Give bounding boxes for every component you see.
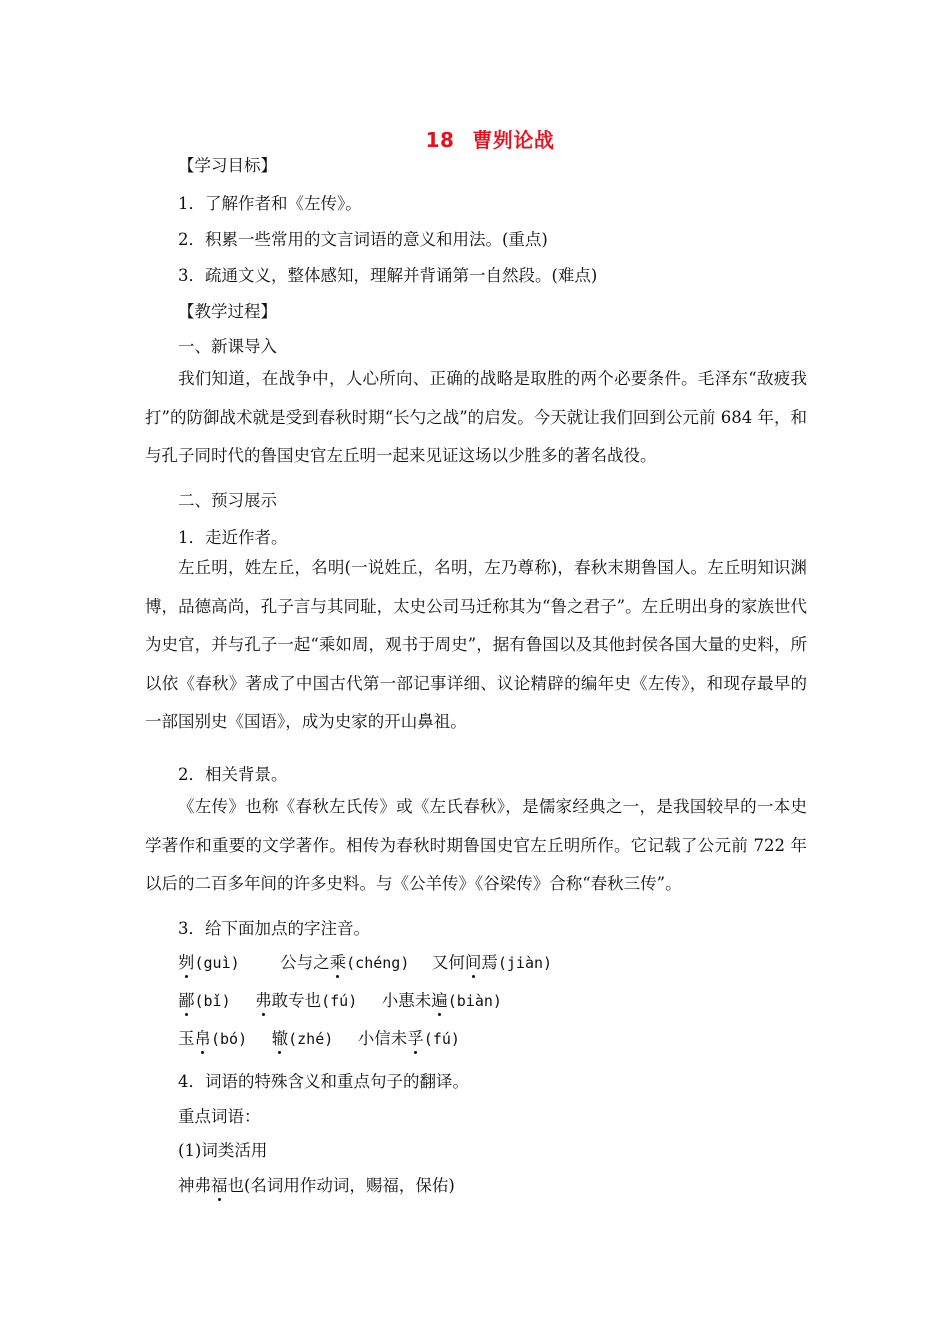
dotted-char: 孚 bbox=[407, 1029, 424, 1048]
intro-paragraph: 我们知道，在战争中，人心所向、正确的战略是取胜的两个必要条件。毛泽东“敌疲我打”的防御战术就是受到春秋时期“长勺之战”的启发。今天就让我们回到公元前 684 年，和与孔子同时代的鲁国史官左丘明一起来见证这场以少胜多的著名战役。 bbox=[145, 369, 807, 465]
dotted-char: 乘 bbox=[329, 953, 347, 972]
vocab-heading: 4．词语的特殊含义和重点句子的翻译。 bbox=[178, 1072, 469, 1091]
process-heading: 【教学过程】 bbox=[178, 302, 277, 321]
pinyin-row-1: 刿(guì) 公与之乘(chéng) 又何间焉(jiàn) bbox=[178, 953, 553, 972]
goals-heading: 【学习目标】 bbox=[178, 156, 277, 175]
author-paragraph: 左丘明，姓左丘，名明(一说姓丘，名明，左乃尊称)，春秋末期鲁国人。左丘明知识渊博，品德高尚，孔子言与其同耻，太史公司马迁称其为“鲁之君子”。左丘明出身的家族世代为史官，并与孔子一起“乘如周，观书于周史”，据有鲁国以及其他封侯各国大量的史料，所以依《春秋》著成了中国古代第一部记事详细、议论精辟的编年史《左传》，和现存最早的一部国别史《国语》，成为史家的开山鼻祖。 bbox=[145, 558, 807, 731]
pinyin-heading: 3．给下面加点的字注音。 bbox=[178, 919, 370, 938]
lesson-title: 曹刿论战 bbox=[472, 128, 555, 152]
dotted-char: 帛 bbox=[194, 1029, 211, 1048]
goal-item-3: 3．疏通文义，整体感知，理解并背诵第一自然段。(难点) bbox=[178, 266, 598, 285]
dotted-char: 福 bbox=[211, 1176, 228, 1195]
dotted-char: 间 bbox=[464, 953, 482, 972]
dotted-char: 鄙 bbox=[178, 991, 195, 1010]
pinyin-row-3: 玉帛(bó) 辙(zhé) 小信未孚(fú) bbox=[178, 1029, 460, 1048]
word-class-heading: (1)词类活用 bbox=[178, 1141, 268, 1160]
background-heading: 2．相关背景。 bbox=[178, 765, 288, 784]
background-paragraph: 《左传》也称《春秋左氏传》或《左氏春秋》，是儒家经典之一，是我国较早的一本史学著作和重要的文学著作。相传为春秋时期鲁国史官左丘明所作。它记载了公元前 722 年以后的二百多年间的许多史料。与《公羊传》《谷梁传》合称“春秋三传”。 bbox=[145, 797, 807, 893]
dotted-char: 辙 bbox=[271, 1029, 289, 1048]
dotted-char: 刿 bbox=[178, 953, 195, 972]
goal-item-1: 1．了解作者和《左传》。 bbox=[178, 194, 362, 213]
pinyin-row-2: 鄙(bǐ) 弗敢专也(fú) 小惠未遍(biàn) bbox=[178, 991, 502, 1010]
part1-heading: 一、新课导入 bbox=[178, 337, 277, 356]
key-words-heading: 重点词语： bbox=[178, 1107, 261, 1126]
goal-item-2: 2．积累一些常用的文言词语的意义和用法。(重点) bbox=[178, 230, 548, 249]
lesson-number: 18 bbox=[425, 128, 455, 152]
dotted-char: 遍 bbox=[431, 991, 448, 1010]
example-line: 神弗福也(名词用作动词，赐福，保佑) bbox=[178, 1176, 455, 1195]
dotted-char: 弗 bbox=[255, 991, 272, 1010]
part2-heading: 二、预习展示 bbox=[178, 491, 277, 510]
page-title bbox=[0, 124, 950, 153]
author-heading: 1．走近作者。 bbox=[178, 528, 288, 547]
